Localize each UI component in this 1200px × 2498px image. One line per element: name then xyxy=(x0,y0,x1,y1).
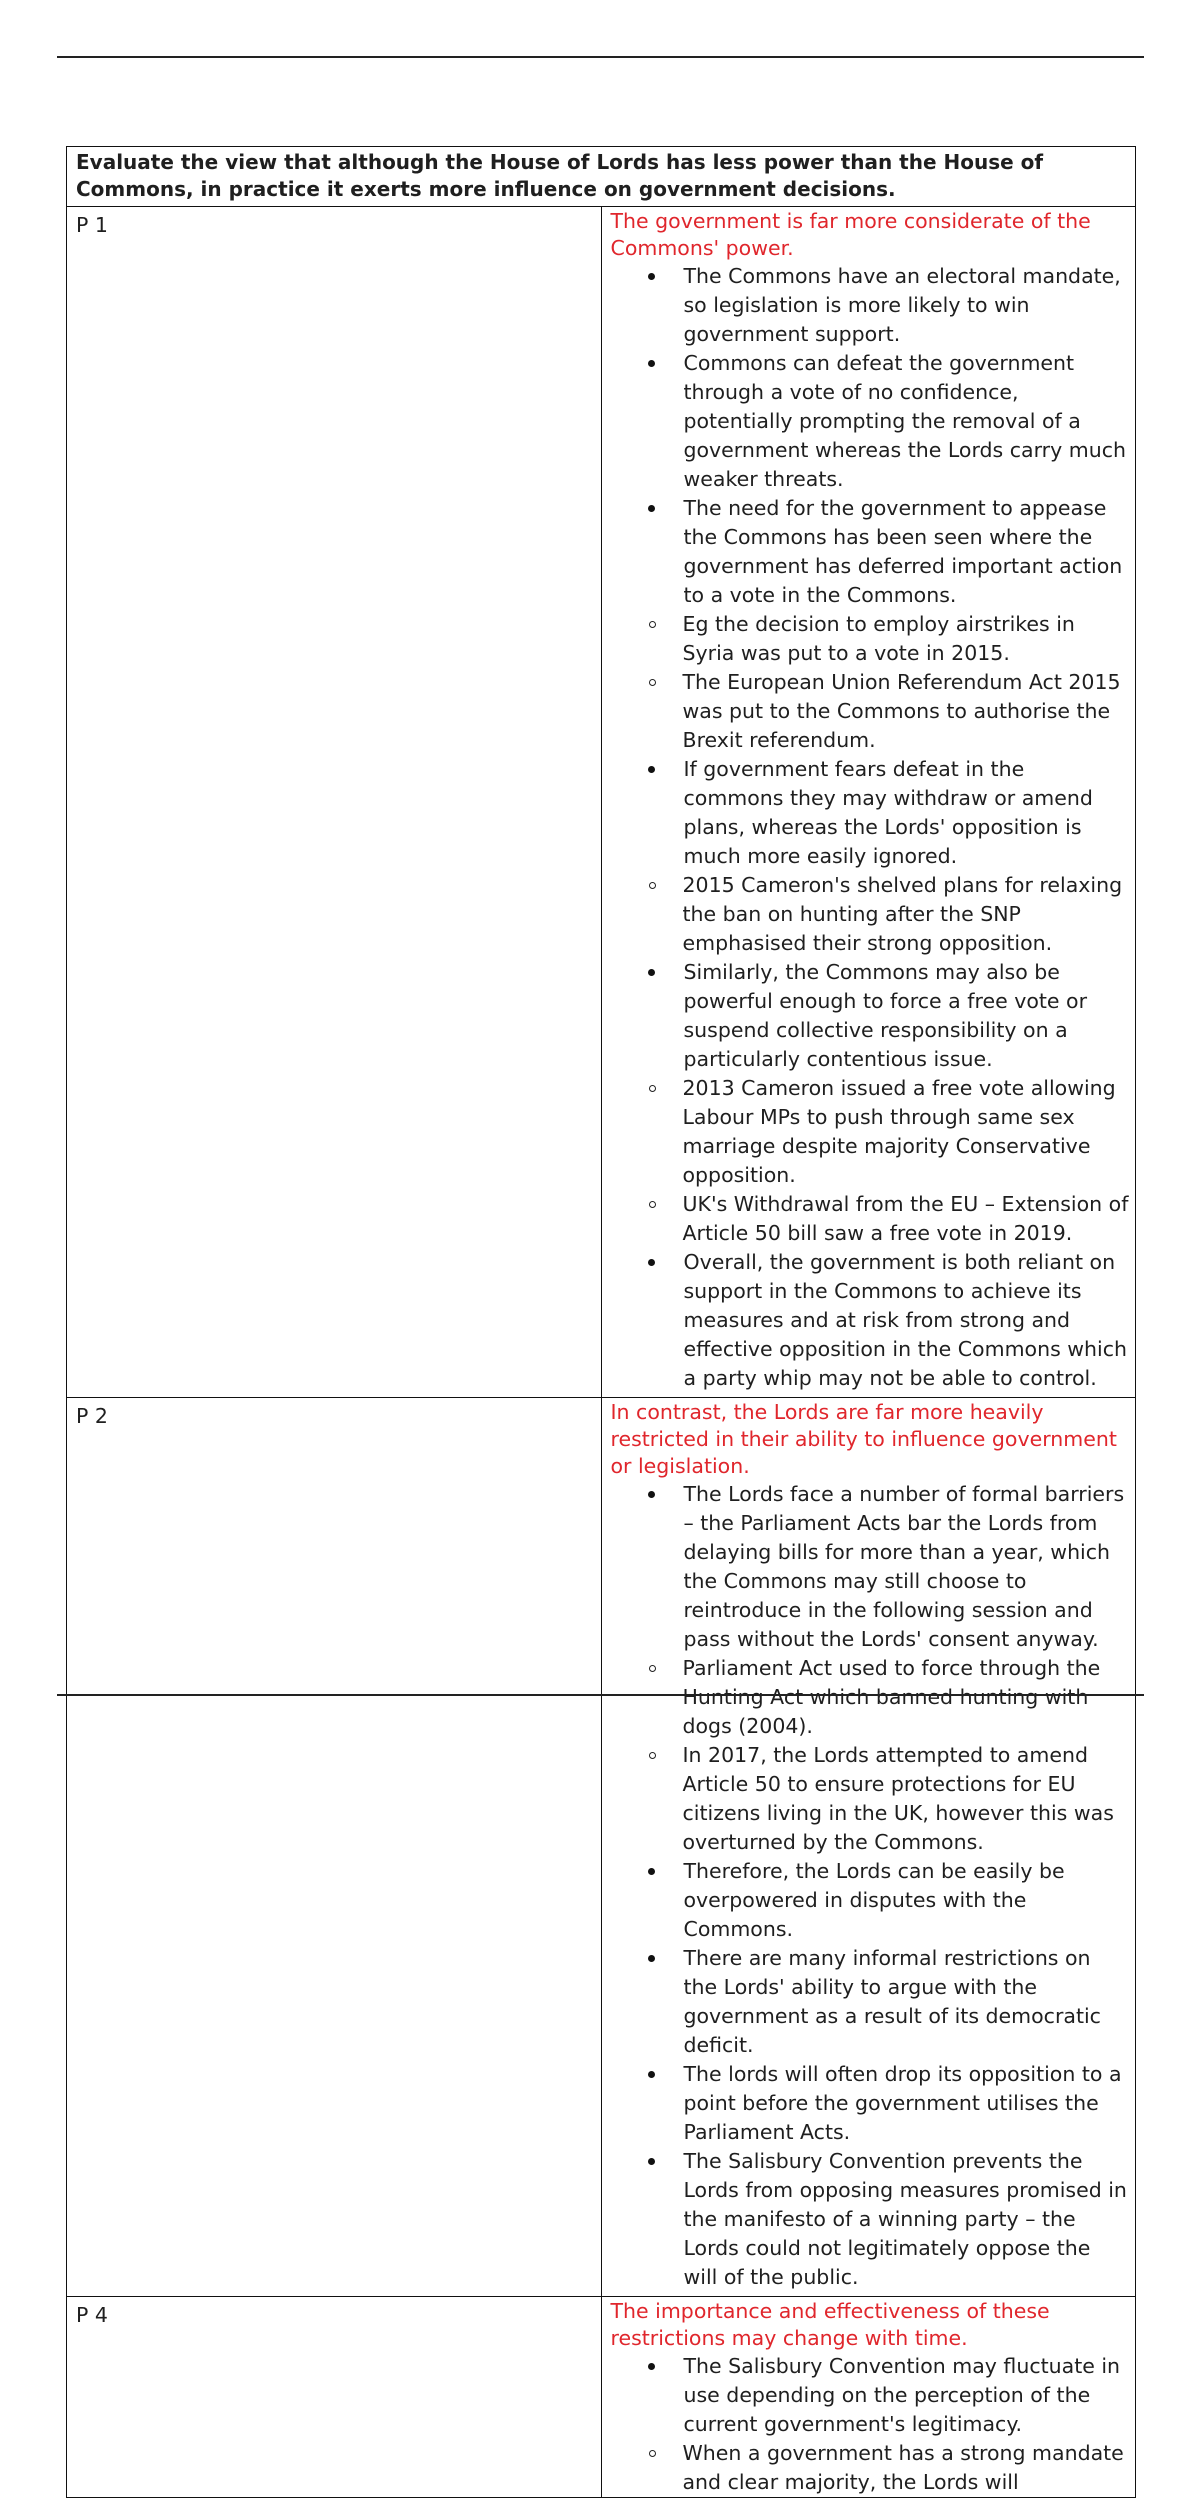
sub-bullet-item: UK's Withdrawal from the EU – Extension of Article 50 bill saw a free vote in 2019. xyxy=(610,1190,1130,1248)
paragraph-content xyxy=(601,1398,1136,2297)
paragraph-row xyxy=(67,1398,1136,2297)
bullet-text: Therefore, the Lords can be easily be overpowered in disputes with the Commons. xyxy=(683,1859,1065,1941)
sub-bullet-item: The European Union Referendum Act 2015 was put to the Commons to authorise the Brexit referendum. xyxy=(610,668,1130,755)
paragraph-heading: In contrast, the Lords are far more heavily restricted in their ability to influence government or legislation. xyxy=(610,1400,1117,1478)
sub-bullet-item: Eg the decision to employ airstrikes in Syria was put to a vote in 2015. xyxy=(610,610,1130,668)
paragraph-label: P 1 xyxy=(67,207,602,1398)
bullet-item xyxy=(611,2060,1130,2147)
bullet-list xyxy=(611,958,1130,1074)
paragraph-content xyxy=(601,2297,1136,2498)
paragraph-label: P 2 xyxy=(67,1398,602,2297)
bullet-text: The Lords face a number of formal barriers – the Parliament Acts bar the Lords from delaying bills for more than a year, which the Commons may still choose to reintroduce in the following session and pass without the Lords' consent anyway. xyxy=(683,1482,1125,1651)
bullet-text: The need for the government to appease the Commons has been seen where the government has deferred important action to a vote in the Commons. xyxy=(683,496,1123,607)
bullet-text: Similarly, the Commons may also be powerful enough to force a free vote or suspend collective responsibility on a particularly contentious issue. xyxy=(683,960,1088,1071)
bullet-item xyxy=(611,2352,1130,2439)
bullet-item xyxy=(611,755,1130,871)
bullet-text: The Commons have an electoral mandate, so legislation is more likely to win government support. xyxy=(683,264,1121,346)
bullet-text: The Salisbury Convention prevents the Lords from opposing measures promised in the manifesto of a winning party – the Lords could not legitimately oppose the will of the public. xyxy=(683,2149,1127,2289)
bullet-list xyxy=(611,1248,1130,1393)
paragraph-row xyxy=(67,207,1136,1398)
question-row xyxy=(67,147,1136,207)
sub-bullet-list xyxy=(611,871,1130,958)
paragraph-content xyxy=(601,207,1136,1398)
bullet-item xyxy=(611,1857,1130,1944)
bullet-text: The Salisbury Convention may fluctuate in use depending on the perception of the current government's legitimacy. xyxy=(683,2354,1121,2436)
question-text: Evaluate the view that although the House of Lords has less power than the House of Commons, in practice it exerts more influence on government decisions. xyxy=(67,147,1136,207)
paragraph-row xyxy=(67,2297,1136,2498)
bullet-item xyxy=(611,349,1130,494)
sub-bullet-item: In 2017, the Lords attempted to amend Article 50 to ensure protections for EU citizens living in the UK, however this was overturned by the Commons. xyxy=(610,1741,1130,1857)
bullet-item xyxy=(611,494,1130,610)
bullet-list xyxy=(611,755,1130,871)
bullet-item xyxy=(611,1480,1130,1654)
bullet-item xyxy=(611,262,1130,349)
paragraph-label: P 4 xyxy=(67,2297,602,2498)
header-rule xyxy=(57,56,1144,58)
bullet-item xyxy=(611,1248,1130,1393)
footer-rule xyxy=(57,1694,1144,1696)
sub-bullet-item: Parliament Act used to force through the Hunting Act which banned hunting with dogs (2004). xyxy=(610,1654,1130,1741)
bullet-item xyxy=(611,1944,1130,2060)
bullet-item xyxy=(611,2147,1130,2292)
bullet-text: The lords will often drop its opposition to a point before the government utilises the Parliament Acts. xyxy=(683,2062,1122,2144)
paragraph-heading: The government is far more considerate of the Commons' power. xyxy=(610,209,1091,260)
sub-bullet-item: When a government has a strong mandate and clear majority, the Lords will xyxy=(610,2439,1130,2497)
bullet-list xyxy=(611,1857,1130,2292)
bullet-text: If government fears defeat in the commons they may withdraw or amend plans, whereas the Lords' opposition is much more easily ignored. xyxy=(683,757,1093,868)
sub-bullet-list xyxy=(611,610,1130,755)
bullet-item xyxy=(611,958,1130,1074)
bullet-text: Commons can defeat the government through a vote of no confidence, potentially prompting the removal of a government whereas the Lords carry much weaker threats. xyxy=(683,351,1126,491)
sub-bullet-item: 2015 Cameron's shelved plans for relaxing the ban on hunting after the SNP emphasised their strong opposition. xyxy=(610,871,1130,958)
sub-bullet-item: 2013 Cameron issued a free vote allowing Labour MPs to push through same sex marriage despite majority Conservative opposition. xyxy=(610,1074,1130,1190)
paragraph-heading: The importance and effectiveness of these restrictions may change with time. xyxy=(610,2299,1050,2350)
bullet-text: There are many informal restrictions on the Lords' ability to argue with the government as a result of its democratic deficit. xyxy=(683,1946,1101,2057)
essay-plan-table xyxy=(66,146,1136,2498)
sub-bullet-list xyxy=(611,2439,1130,2497)
bullet-text: Overall, the government is both reliant on support in the Commons to achieve its measures and at risk from strong and effective opposition in the Commons which a party whip may not be able to control. xyxy=(683,1250,1127,1390)
bullet-list xyxy=(611,262,1130,610)
bullet-list xyxy=(611,1480,1130,1654)
bullet-list xyxy=(611,2352,1130,2439)
sub-bullet-list xyxy=(611,1654,1130,1857)
sub-bullet-list xyxy=(611,1074,1130,1248)
